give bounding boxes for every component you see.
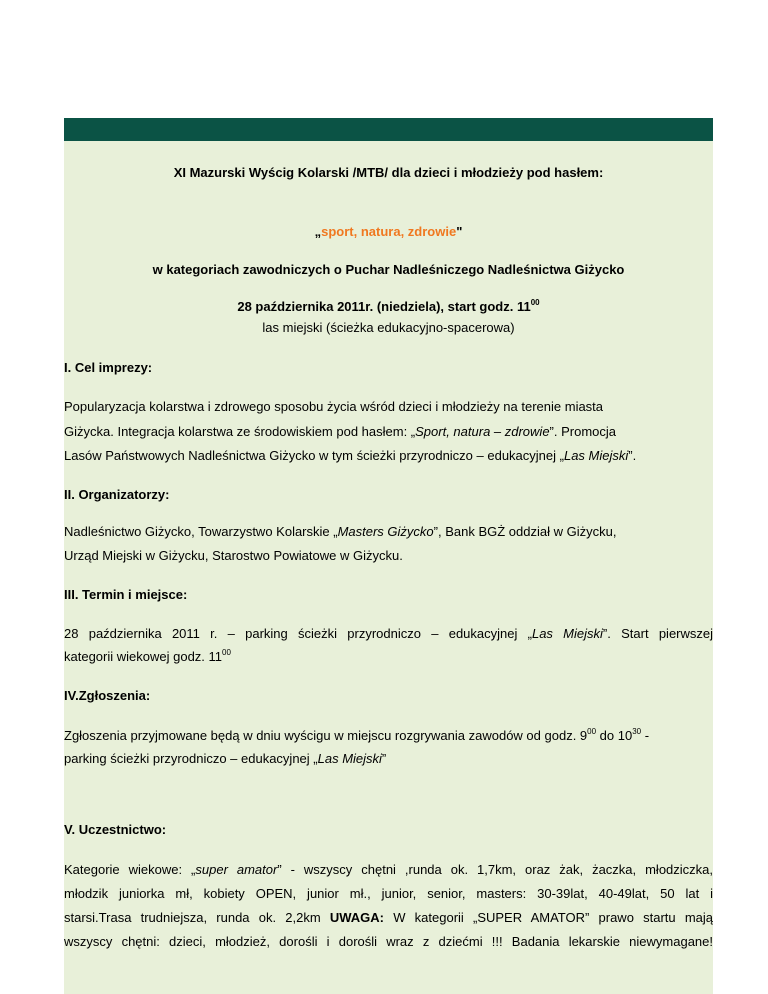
event-category-line: w kategoriach zawodniczych o Puchar Nadleśniczego Nadleśnictwa Giżycko (152, 262, 625, 277)
organizers-line-1: Nadleśnictwo Giżycko, Towarzystwo Kolarskie „Masters Giżycko”, Bank BGŻ oddział w Giżycku, (64, 524, 617, 539)
goal-line-1: Popularyzacja kolarstwa i zdrowego sposobu życia wśród dzieci i młodzieży na terenie miasta (64, 399, 604, 414)
registration-line-2: parking ścieżki przyrodniczo – edukacyjnej „Las Miejski” (64, 751, 387, 766)
section-title-registration: IV.Zgłoszenia: (64, 688, 151, 703)
participation-line-4: wszyscy chętni: dzieci, młodzież, dorośli i dorośli wraz z dziećmi !!! Badania lekarskie niewymagane! (64, 934, 713, 949)
section-title-date-place: III. Termin i miejsce: (64, 587, 188, 602)
event-slogan: „sport, natura, zdrowie" (314, 224, 463, 239)
participation-line-2: młodzik juniorka mł, kobiety OPEN, junior mł., junior, senior, masters: 30-39lat, 40-49lat, 50 lat i (64, 886, 713, 901)
event-title: XI Mazurski Wyścig Kolarski /MTB/ dla dzieci i młodzieży pod hasłem: (173, 165, 604, 180)
section-title-participation: V. Uczestnictwo: (64, 822, 167, 837)
participation-line-1: Kategorie wiekowe: „super amator” - wszyscy chętni ,runda ok. 1,7km, oraz żak, żaczka, młodziczka, (64, 862, 714, 877)
goal-line-2: Giżycka. Integracja kolarstwa ze środowiskiem pod hasłem: „Sport, natura – zdrowie”. Promocja (64, 424, 617, 439)
registration-line-1: Zgłoszenia przyjmowane będą w dniu wyścigu w miejscu rozgrywania zawodów od godz. $9^{00}$ do $10^{30}$ - (64, 727, 650, 743)
date-place-line-1: 28 października 2011 r. – parking ścieżki przyrodniczo – edukacyjnej „Las Miejski”. Start pierwszej (64, 626, 714, 641)
section-title-goal: I. Cel imprezy: (64, 360, 153, 375)
section-title-organizers: II. Organizatorzy: (64, 487, 170, 502)
goal-line-3: Lasów Państwowych Nadleśnictwa Giżycko w tym ścieżki przyrodniczo – edukacyjnej „Las Miejski”. (64, 448, 637, 463)
event-date: 28 października 2011r. (niedziela), start godz. $11^{00}$ (237, 298, 540, 314)
participation-line-3: starsi.Trasa trudniejsza, runda ok. 2,2km UWAGA: W kategorii „SUPER AMATOR” prawo startu mają (64, 910, 713, 925)
header-bar (64, 118, 713, 141)
event-place: las miejski (ścieżka edukacyjno-spacerowa) (262, 320, 515, 335)
date-place-line-2: kategorii wiekowej godz. $11^{00}$ (64, 648, 231, 664)
organizers-line-2: Urząd Miejski w Giżycku, Starostwo Powiatowe w Giżycku. (64, 548, 403, 563)
